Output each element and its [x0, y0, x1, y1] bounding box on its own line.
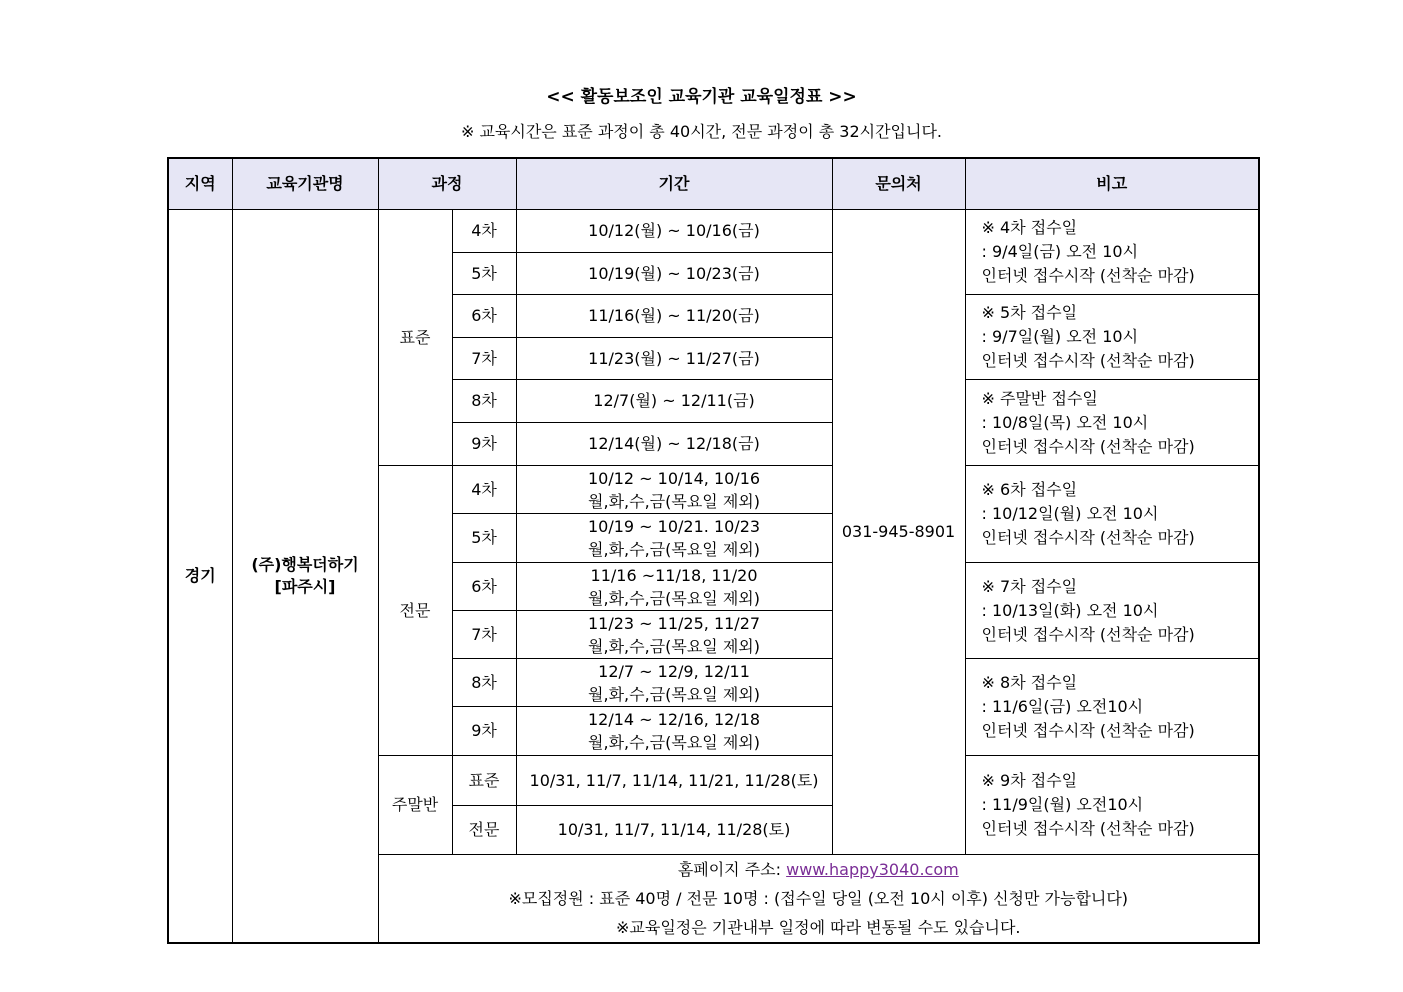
- remark-line: 인터넷 접수시작 (선착순 마감): [981, 528, 1195, 547]
- period-line: 월,화,수,금(목요일 제외): [588, 588, 760, 608]
- round-cell: 표준: [452, 756, 516, 806]
- round-cell: 8차: [452, 659, 516, 707]
- period-cell: [516, 611, 832, 659]
- remark-line: ※ 7차 접수일: [981, 576, 1078, 596]
- recruit-notice: ※모집정원 : 표준 40명 / 전문 10명 : (접수일 당일 (오전 10시 이후) 신청만 가능합니다): [508, 889, 1129, 908]
- remark-line: 인터넷 접수시작 (선착순 마감): [981, 266, 1195, 285]
- remark-line: : 9/7일(월) 오전 10시: [981, 327, 1139, 346]
- round-cell: 전문: [452, 806, 516, 855]
- header-remarks: 비고: [965, 158, 1259, 210]
- period-cell: [516, 659, 832, 707]
- period-line: 10/19 ~ 10/21. 10/23: [587, 517, 761, 536]
- period-line: 월,화,수,금(목요일 제외): [588, 684, 760, 704]
- round-cell: 7차: [452, 338, 516, 380]
- header-institution: 교육기관명: [232, 158, 378, 210]
- remark-line: ※ 주말반 접수일: [981, 388, 1098, 408]
- schedule-notice: ※교육일정은 기관내부 일정에 따라 변동될 수도 있습니다.: [616, 918, 1021, 937]
- round-cell: 5차: [452, 253, 516, 295]
- period-line: 월,화,수,금(목요일 제외): [588, 491, 760, 511]
- remark-cell: [965, 563, 1259, 659]
- remark-cell: [965, 756, 1259, 855]
- remark-line: ※ 5차 접수일: [981, 303, 1078, 322]
- period-cell: 12/7(월) ~ 12/11(금): [516, 380, 832, 423]
- round-cell: 8차: [452, 380, 516, 423]
- round-cell: 6차: [452, 295, 516, 338]
- period-cell: 10/12(월) ~ 10/16(금): [516, 210, 832, 253]
- homepage-line: [379, 855, 1259, 884]
- footer-cell: [378, 855, 1259, 944]
- period-cell: 10/19(월) ~ 10/23(금): [516, 253, 832, 295]
- round-cell: 6차: [452, 563, 516, 611]
- round-cell: 5차: [452, 514, 516, 563]
- header-course: 과정: [378, 158, 516, 210]
- period-cell: 10/31, 11/7, 11/14, 11/28(토): [516, 806, 832, 855]
- period-cell: [516, 514, 832, 563]
- remark-cell: [965, 466, 1259, 563]
- remark-line: : 11/9일(월) 오전10시: [981, 795, 1144, 814]
- remark-line: 인터넷 접수시작 (선착순 마감): [981, 721, 1195, 740]
- period-line: 월,화,수,금(목요일 제외): [588, 636, 760, 656]
- remark-line: 인터넷 접수시작 (선착순 마감): [981, 624, 1195, 644]
- region-cell: 경기: [168, 210, 232, 944]
- round-cell: 4차: [452, 210, 516, 253]
- period-line: 12/7 ~ 12/9, 12/11: [598, 661, 750, 681]
- course-weekend: 주말반: [378, 756, 452, 855]
- period-line: 월,화,수,금(목요일 제외): [588, 733, 760, 752]
- table-row: [168, 210, 1259, 253]
- remark-line: : 10/8일(목) 오전 10시: [981, 412, 1149, 432]
- period-line: 10/12 ~ 10/14, 10/16: [587, 468, 761, 488]
- remark-cell: [965, 210, 1259, 295]
- period-cell: 10/31, 11/7, 11/14, 11/21, 11/28(토): [516, 756, 832, 806]
- remark-line: : 10/12일(월) 오전 10시: [981, 504, 1159, 523]
- contact-cell: 031-945-8901: [832, 210, 965, 855]
- period-line: 월,화,수,금(목요일 제외): [588, 540, 760, 559]
- institution-city: [파주시]: [274, 577, 336, 596]
- period-cell: [516, 707, 832, 756]
- period-cell: [516, 466, 832, 514]
- remark-line: ※ 4차 접수일: [981, 218, 1078, 237]
- period-line: 11/23 ~ 11/25, 11/27: [587, 613, 761, 633]
- institution-name: (주)행복더하기: [251, 555, 359, 574]
- round-cell: 9차: [452, 423, 516, 466]
- remark-line: ※ 8차 접수일: [981, 673, 1078, 692]
- remark-line: 인터넷 접수시작 (선착순 마감): [981, 436, 1195, 456]
- remark-line: 인터넷 접수시작 (선착순 마감): [981, 351, 1195, 370]
- header-region: 지역: [168, 158, 232, 210]
- page-title: << 활동보조인 교육기관 교육일정표 >>: [546, 87, 857, 107]
- schedule-table: [167, 157, 1260, 944]
- remark-line: ※ 9차 접수일: [981, 771, 1078, 790]
- period-cell: 12/14(월) ~ 12/18(금): [516, 423, 832, 466]
- remark-line: 인터넷 접수시작 (선착순 마감): [981, 819, 1195, 838]
- institution-cell: [232, 210, 378, 944]
- homepage-label: 홈페이지 주소:: [677, 860, 787, 879]
- header-period: 기간: [516, 158, 832, 210]
- course-expert: 전문: [378, 466, 452, 756]
- remark-line: : 11/6일(금) 오전10시: [981, 697, 1144, 716]
- period-line: 11/16 ~11/18, 11/20: [590, 565, 758, 585]
- homepage-link[interactable]: www.happy3040.com: [786, 860, 959, 879]
- period-cell: 11/23(월) ~ 11/27(금): [516, 338, 832, 380]
- page-subtitle: ※ 교육시간은 표준 과정이 총 40시간, 전문 과정이 총 32시간입니다.: [460, 122, 942, 141]
- remark-cell: [965, 295, 1259, 380]
- remark-cell: [965, 380, 1259, 466]
- period-cell: [516, 563, 832, 611]
- round-cell: 7차: [452, 611, 516, 659]
- course-standard: 표준: [378, 210, 452, 466]
- round-cell: 9차: [452, 707, 516, 756]
- remark-line: : 9/4일(금) 오전 10시: [981, 242, 1139, 261]
- round-cell: 4차: [452, 466, 516, 514]
- period-line: 12/14 ~ 12/16, 12/18: [587, 710, 761, 729]
- remark-cell: [965, 659, 1259, 756]
- remark-line: ※ 6차 접수일: [981, 480, 1078, 499]
- period-cell: 11/16(월) ~ 11/20(금): [516, 295, 832, 338]
- header-contact: 문의처: [832, 158, 965, 210]
- remark-line: : 10/13일(화) 오전 10시: [981, 600, 1159, 620]
- header-row: [168, 158, 1259, 210]
